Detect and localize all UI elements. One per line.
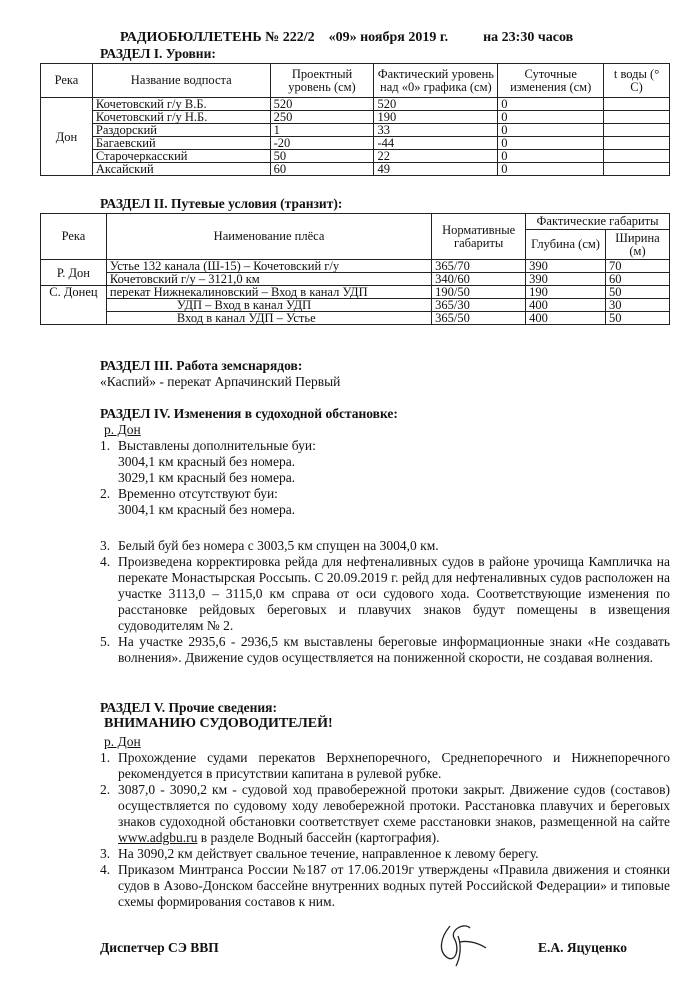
actual-level-cell: -44 (374, 137, 498, 150)
design-level-cell: 50 (270, 150, 374, 163)
section5-title: РАЗДЕЛ V. Прочие сведения: (100, 700, 277, 715)
actual-level-cell: 49 (374, 163, 498, 176)
item-number: 1. (100, 750, 111, 765)
transit-table-header (41, 214, 670, 230)
daily-change-cell: 0 (498, 163, 604, 176)
normative-cell: 190/50 (432, 286, 526, 299)
item-number: 2. (100, 486, 111, 501)
table-row (41, 98, 670, 111)
water-temp-cell (604, 150, 670, 163)
table-row (41, 124, 670, 137)
reach-name-cell: Кочетовский г/у – 3121,0 км (106, 273, 431, 286)
dredger-line: «Каспий» - перекат Арпачинский Первый (100, 374, 341, 389)
item-text: Прохождение судами перекатов Верхнепоречного, Среднепоречного и Нижнепоречного рекомендуется в присутствии капитана в рулевой рубке. (118, 750, 670, 781)
item-text: Белый буй без номера с 3003,5 км спущен на 3004,0 км. (118, 538, 439, 553)
list-item (100, 438, 670, 454)
bulletin-time: на 23:30 часов (483, 30, 574, 45)
item-number: 2. (100, 782, 111, 797)
actual-level-cell: 520 (374, 98, 498, 111)
dispatcher-title: Диспетчер СЭ ВВП (100, 940, 219, 955)
normative-cell: 365/50 (432, 312, 526, 325)
reach-name-cell: перекат Нижнекалиновский – Вход в канал УДП (106, 286, 431, 299)
normative-cell: 365/70 (432, 260, 526, 273)
water-temp-cell (604, 124, 670, 137)
section4-title: РАЗДЕЛ IV. Изменения в судоходной обстановке: (100, 406, 398, 421)
col-river: Река (41, 214, 107, 260)
item-sub-line: 3029,1 км красный без номера. (118, 470, 296, 485)
col-actual-level: Фактический уровень над «0» графика (см) (374, 64, 498, 98)
attention-heading: ВНИМАНИЮ СУДОВОДИТЕЛЕЙ! (104, 716, 333, 731)
design-level-cell: 1 (270, 124, 374, 137)
item-text-after: в разделе Водный бассейн (картография). (197, 830, 440, 845)
bulletin-header (120, 30, 680, 46)
actual-level-cell: 22 (374, 150, 498, 163)
item-number: 4. (100, 554, 111, 569)
station-cell: Багаевский (92, 137, 270, 150)
item-text: На 3090,2 км действует свальное течение, направленное к левому берегу. (118, 846, 539, 861)
list-item (100, 782, 670, 846)
levels-table-header (41, 64, 670, 98)
col-river: Река (41, 64, 93, 98)
river-cell: С. Донец (41, 286, 107, 325)
table-row (41, 163, 670, 176)
section4-body (100, 422, 670, 666)
table-row (41, 312, 670, 325)
station-cell: Кочетовский г/у Н.Б. (92, 111, 270, 124)
daily-change-cell: 0 (498, 124, 604, 137)
table-row (41, 260, 670, 273)
reach-name-cell: УДП – Вход в канал УДП (106, 299, 431, 312)
col-width: Ширина (м) (606, 230, 670, 260)
section5-body (100, 734, 670, 910)
daily-change-cell: 0 (498, 111, 604, 124)
section2-title: РАЗДЕЛ II. Путевые условия (транзит): (100, 196, 343, 211)
list-item (100, 554, 670, 634)
list-item (100, 846, 670, 862)
table-row (41, 150, 670, 163)
col-daily-change: Суточные изменения (см) (498, 64, 604, 98)
station-cell: Старочеркасский (92, 150, 270, 163)
item-number: 4. (100, 862, 111, 877)
item-text: Произведена корректировка рейда для нефтеналивных судов в районе урочища Кампличка на перекате Монастырская Россыпь. С 20.09.2019 г. рейд для нефтеналивных судов расположен на участке 3113,0 – 3115,0 км справа от оси судового хода. Соответствующие изменения по расстановке рейдовых береговых и плавучих знаков будут помещены в извещения судоводителям № 2. (118, 554, 670, 633)
water-temp-cell (604, 137, 670, 150)
col-reach-name: Наименование плёса (106, 214, 431, 260)
section3-title: РАЗДЕЛ III. Работа земснарядов: (100, 358, 303, 373)
river-label: р. Дон (104, 734, 141, 749)
station-cell: Раздорский (92, 124, 270, 137)
list-item (100, 750, 670, 782)
width-cell: 30 (606, 299, 670, 312)
item-text: На участке 2935,6 - 2936,5 км выставлены береговые информационные знаки «Не создавать волнения». Движение судов осуществляется на пониженной скорости, не создавая волнения. (118, 634, 670, 665)
normative-cell: 365/30 (432, 299, 526, 312)
depth-cell: 400 (526, 299, 606, 312)
station-cell: Аксайский (92, 163, 270, 176)
list-item (100, 634, 670, 666)
design-level-cell: 60 (270, 163, 374, 176)
table-row (41, 286, 670, 299)
river-cell: Дон (41, 98, 93, 176)
daily-change-cell: 0 (498, 137, 604, 150)
design-level-cell: 250 (270, 111, 374, 124)
table-row (41, 299, 670, 312)
reach-name-cell: Вход в канал УДП – Устье (106, 312, 431, 325)
handwritten-signature (430, 918, 490, 968)
depth-cell: 390 (526, 260, 606, 273)
list-item (100, 486, 670, 502)
actual-level-cell: 190 (374, 111, 498, 124)
water-temp-cell (604, 163, 670, 176)
width-cell: 70 (606, 260, 670, 273)
width-cell: 50 (606, 312, 670, 325)
col-water-temp: t воды (° C) (604, 64, 670, 98)
item-number: 5. (100, 634, 111, 649)
table-row (41, 273, 670, 286)
bulletin-date: «09» ноября 2019 г. (328, 30, 449, 45)
col-actual-dims: Фактические габариты (526, 214, 670, 230)
water-temp-cell (604, 111, 670, 124)
website-link[interactable]: www.adgbu.ru (118, 830, 198, 845)
col-normative: Нормативные габариты (432, 214, 526, 260)
depth-cell: 190 (526, 286, 606, 299)
list-item (100, 862, 670, 910)
col-design-level: Проектный уровень (см) (270, 64, 374, 98)
table-row (41, 137, 670, 150)
water-temp-cell (604, 98, 670, 111)
bulletin-title: РАДИОБЮЛЛЕТЕНЬ № 222/2 (120, 30, 315, 45)
river-cell: Р. Дон (41, 260, 107, 286)
design-level-cell: -20 (270, 137, 374, 150)
list-item (100, 538, 670, 554)
reach-name-cell: Устье 132 канала (Ш-15) – Кочетовский г/у (106, 260, 431, 273)
signatory-name: Е.А. Яцуценко (538, 940, 628, 955)
item-text: Приказом Минтранса России №187 от 17.06.2019г утверждены «Правила движения и стоянки судов в Азово-Донском бассейне внутренних водных путей Российской Федерации» и типовые схемы формирования составов к ним. (118, 862, 670, 909)
actual-level-cell: 33 (374, 124, 498, 137)
col-depth: Глубина (см) (526, 230, 606, 260)
width-cell: 50 (606, 286, 670, 299)
item-sub-line: 3004,1 км красный без номера. (118, 454, 296, 469)
item-text: Временно отсутствуют буи: (118, 486, 278, 501)
levels-table (40, 63, 670, 176)
item-sub-line: 3004,1 км красный без номера. (118, 502, 296, 517)
transit-table (40, 213, 670, 325)
depth-cell: 400 (526, 312, 606, 325)
item-number: 3. (100, 538, 111, 553)
normative-cell: 340/60 (432, 273, 526, 286)
item-number: 3. (100, 846, 111, 861)
item-text-before: 3087,0 - 3090,2 км - судовой ход правобережной протоки закрыт. Движение судов (составов) осуществляется по судовому ходу левобережной протоки. Расстановка плавучих и береговых знаков судоходной обстановки соответствует схеме расстановки знаков, размещенной на сайте (118, 782, 670, 829)
river-label: р. Дон (104, 422, 141, 437)
item-number: 1. (100, 438, 111, 453)
item-text: Выставлены дополнительные буи: (118, 438, 316, 453)
col-station: Название водпоста (92, 64, 270, 98)
daily-change-cell: 0 (498, 150, 604, 163)
depth-cell: 390 (526, 273, 606, 286)
station-cell: Кочетовский г/у В.Б. (92, 98, 270, 111)
design-level-cell: 520 (270, 98, 374, 111)
section1-title: РАЗДЕЛ I. Уровни: (100, 46, 216, 61)
table-row (41, 111, 670, 124)
daily-change-cell: 0 (498, 98, 604, 111)
width-cell: 60 (606, 273, 670, 286)
